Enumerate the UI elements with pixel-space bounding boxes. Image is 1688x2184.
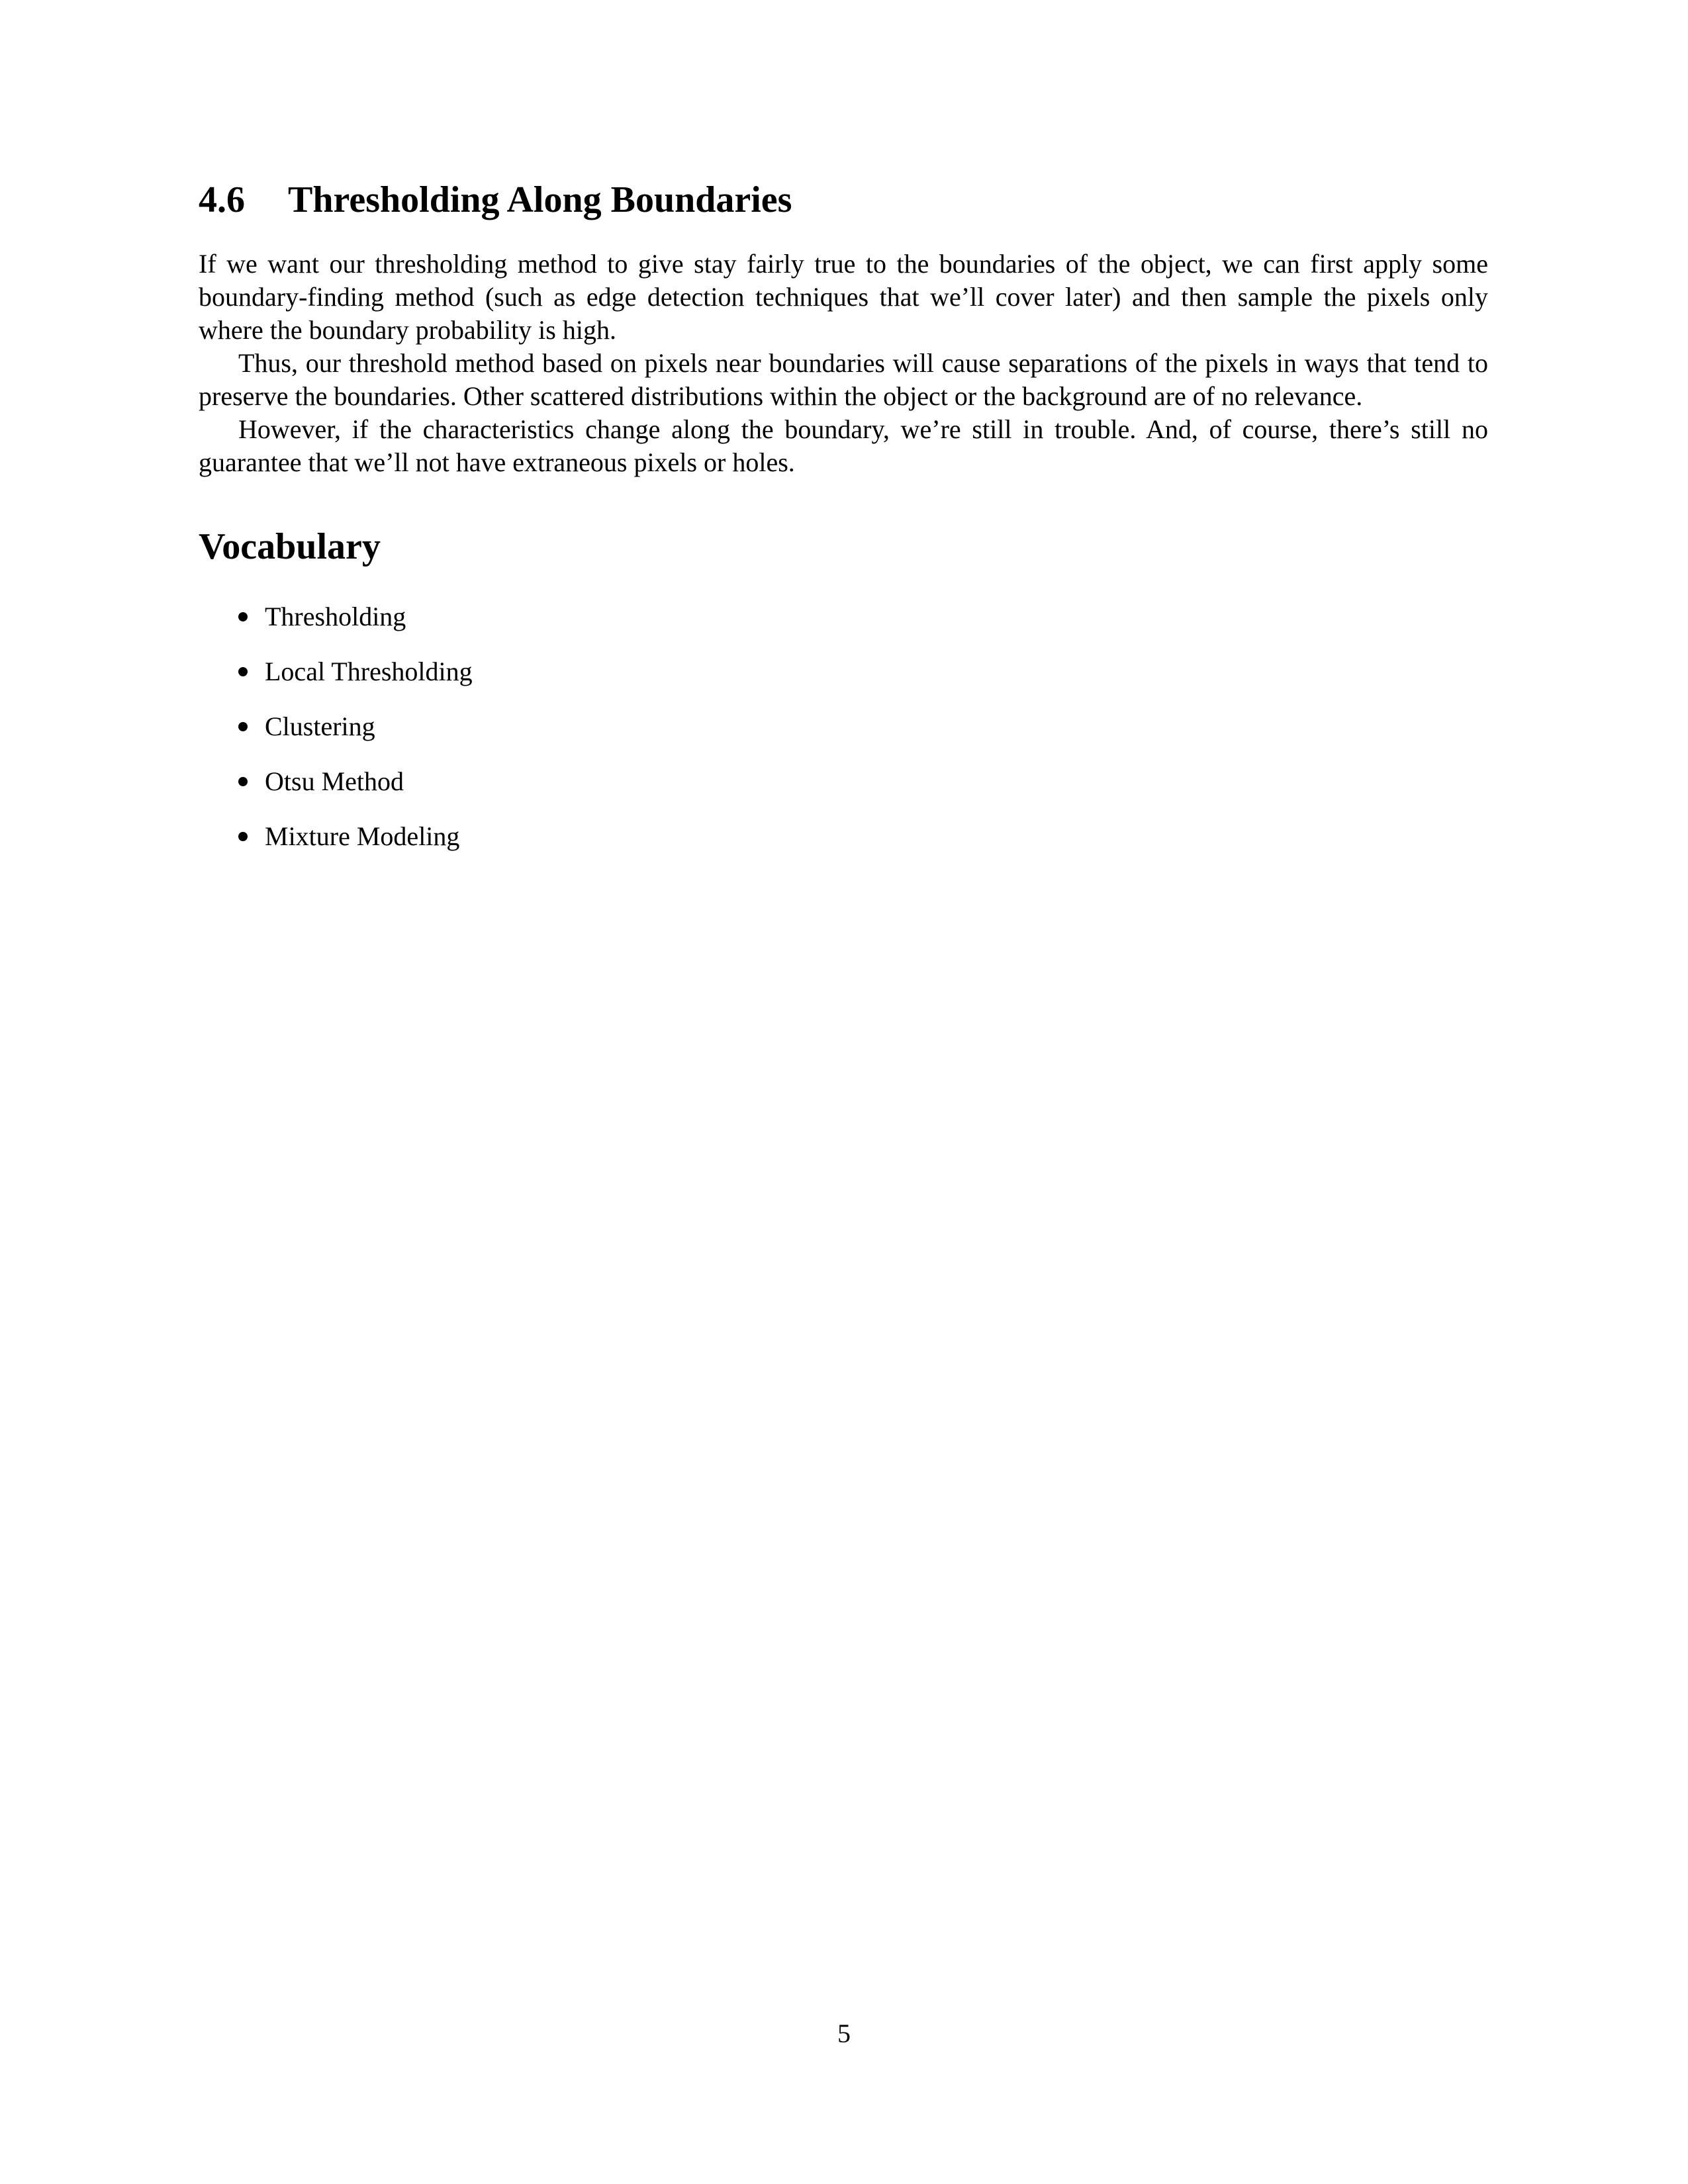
vocabulary-term: Local Thresholding	[265, 656, 473, 686]
bullet-icon	[238, 832, 248, 841]
section-number: 4.6	[199, 179, 245, 220]
list-item	[238, 655, 1488, 688]
vocabulary-term: Otsu Method	[265, 766, 404, 796]
list-item	[238, 820, 1488, 853]
bullet-icon	[238, 612, 248, 621]
list-item	[238, 765, 1488, 798]
vocabulary-term: Mixture Modeling	[265, 821, 460, 851]
bullet-icon	[238, 722, 248, 731]
bullet-icon	[238, 777, 248, 786]
paragraph: If we want our thresholding method to give stay fairly true to the boundaries of the object, we can first apply some boundary-finding method (such as edge detection techniques that we’ll cover later) and then sample the pixels only where the boundary probability is high.	[199, 249, 1488, 345]
section-heading	[199, 179, 1488, 221]
list-item	[238, 710, 1488, 743]
vocabulary-term: Thresholding	[265, 601, 406, 631]
paragraph: However, if the characteristics change along the boundary, we’re still in trouble. And, of course, there’s still no guarantee that we’ll not have extraneous pixels or holes.	[199, 414, 1488, 478]
list-item	[238, 600, 1488, 633]
paragraph: Thus, our threshold method based on pixels near boundaries will cause separations of the pixels in ways that tend to preserve the boundaries. Other scattered distributions within the object or the background are of no relevance.	[199, 348, 1488, 412]
section-body	[199, 248, 1488, 479]
vocabulary-heading: Vocabulary	[199, 526, 381, 568]
vocabulary-term: Clustering	[265, 711, 375, 741]
page-number: 5	[837, 2019, 851, 2048]
section-title: Thresholding Along Boundaries	[288, 179, 792, 220]
bullet-icon	[238, 667, 248, 676]
vocabulary-list	[199, 600, 1488, 853]
page-content	[199, 179, 1488, 875]
